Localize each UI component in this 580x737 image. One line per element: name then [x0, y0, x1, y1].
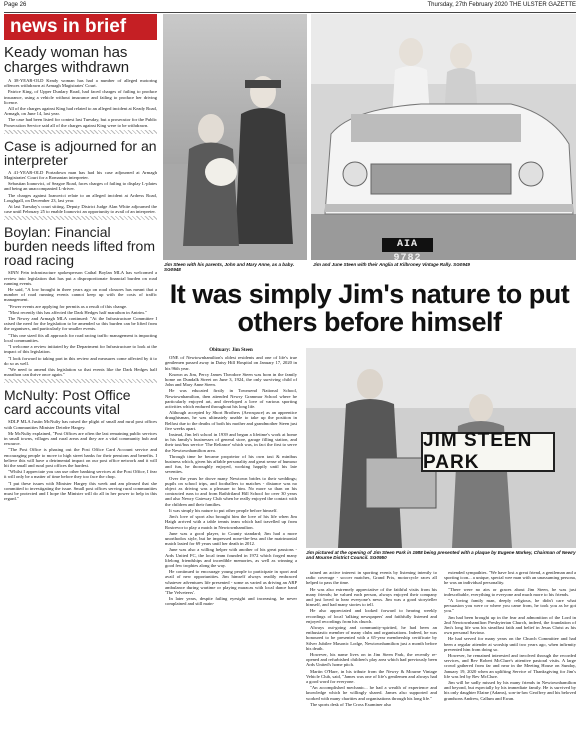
obituary-paragraph: Over the years he drove many Newtown brides to their weddings; pupils on school trips, and footballers to matches - distance was no object as driving was a pleasure to him. No more so than on his contracted runs to and from Rathfriland Hill School for over 30 years and also Newry Gateway Club when he really enjoyed the contact with the children and their families.	[165, 475, 297, 507]
obituary-paragraph: However, he remained interested and involved through the recorded services, and Rev Robert McClure's attentive pastoral visits. A large crowd gathered from far and near in the Meeting House on Sunday, January 19, 2020 when an uplifting Service of Thanksgiving for Jim's life was led by Rev McClure.	[444, 653, 576, 679]
news-in-brief-banner: news in brief	[4, 14, 157, 40]
brief-divider	[4, 216, 157, 220]
obituary-byline: Obituary: Jim Steen	[209, 348, 253, 353]
obituary-paragraph: June was also a willing helper with another of his great passions - Ards United FC, the local team founded in 1972 which forged many lifelong friendships and incredible memories, as well as winning a good few trophies along the way.	[165, 547, 297, 568]
obituary-column-1	[165, 348, 297, 608]
obituary-feature	[163, 14, 576, 733]
brief-headline: Boylan: Financial burden needs lifted from road racing	[4, 224, 155, 269]
obituary-paragraph: Martin O'Hare, in his tribute from the Newry & Mourne Vintage Vehicle Club, said, "James was one of life's gentlemen and always had a good word for everyone.	[306, 668, 437, 685]
headline: It was simply Jim's nature to put others before himself	[169, 279, 570, 337]
brief-paragraph: "I put these issues with Minister Hargey this week and am pleased that she committed to investigating the issue. Small post offices serving rural communities must be protected and I hope the Minister will do all in her power to help in this regard."	[4, 480, 157, 502]
brief-paragraph: SINN Fein infrastructure spokesperson Cathal Boylan MLA has welcomed a review into legislation that has put a disproportionate financial burden on road running events.	[4, 270, 157, 286]
brief-paragraph: SDLP MLA Justin McNulty has raised the plight of small and rural post offices with Communities Minister Deirdre Hargey.	[4, 419, 157, 430]
obituary-paragraph: He was educated firstly in Townsend National School, Newtownhamilton, then attended Newry Grammar School where he particularly enjoyed art, and developed a love of various sporting activities which endured throughout his long life.	[165, 388, 297, 410]
brief-body	[4, 270, 157, 377]
obituary-paragraph: It was simply his nature to put other people before himself.	[169, 507, 278, 513]
page-header	[4, 2, 576, 13]
page-number: Page 26	[4, 2, 27, 8]
brief-paragraph: "Whilst I appreciate you can use other banking services at the Post Office, I fear it will only be a matter of time before they too face the chop.	[4, 469, 157, 480]
brief-paragraph: Mr McNulty explained, "Post Offices are often the last remaining public services in small towns, villages and rural areas and they are a vital community hub and resource.	[4, 430, 157, 447]
news-in-brief-column	[4, 14, 157, 733]
car-photo	[311, 14, 576, 260]
obituary-column-3	[444, 570, 576, 702]
brief-headline: Keady woman has charges withdrawn	[4, 44, 130, 76]
obituary-paragraph: extended sympathies. "We have lost a great friend, a gentleman and a sporting icon... a unique, special wee man with an unassuming persona, he was an individual personality.	[444, 570, 576, 586]
family-photo-image	[163, 14, 307, 260]
obituary-paragraph: He also appreciated and looked forward to hearing weekly recordings of local 'talking newspapers' and faithfully listened and enjoyed recordings from his church.	[306, 608, 437, 624]
obituary-paragraph: "There were no airs or graces about Jim Steen, he was just indescribable, everything to everyone and much more to his friends.	[444, 586, 576, 597]
brief-paragraph: At last Tuesday's court sitting, Deputy District Judge Alan White adjourned the case until February 25 to enable Ioanovici an opportunity to avail of an interpreter.	[4, 204, 157, 215]
brief-body	[4, 419, 157, 501]
obituary-paragraph: Jim's love of sport also brought him the love of his life when Jim Haigh arrived with a table tennis team which had travelled up from Rostrevor to play a match in Newtownhamilton.	[165, 514, 297, 530]
obituary-paragraph: In later years, despite failing eyesight and increasing, he never complained and still main-	[165, 596, 297, 607]
brief-headline: Case is adjourned for an interpreter	[4, 137, 157, 168]
brief-paragraph: "We need to amend this legislation so that events like the Dark Hedges half marathon can thrive once again."	[4, 366, 157, 378]
brief-paragraph: "I welcome a review initiated by the Department for Infrastructure to look at the impact of this legislation.	[4, 344, 157, 355]
obituary-paragraph: Jim will be sadly missed by his many friends in Newtownhamilton and beyond, but especially by his immediate family. He is survived by his only daughter Elaine (Adams), son-in-law Geoffrey and his beloved grandsons Andrew, Callum and Ewan.	[444, 680, 576, 701]
obituary-paragraph: He was also extremely appreciative of the faithful visits from his many friends; he valued each person, always enjoyed their company and just loved to hear everyone's news. Jim was a good storyteller himself, and had many stories to tell.	[306, 586, 437, 608]
brief-paragraph: He said, "A low brought in three years ago on road closures has meant that a number of road running events cannot keep up with the costs of traffic management.	[4, 287, 157, 303]
brief-paragraph: "This one sized fits all approach for road racing traffic management is impacting local communities.	[4, 332, 157, 343]
brief-paragraph: Patrice King, of Upper Dunlary Road, had faced charges of failing to produce insurance, using a vehicle without insurance and failing to produce her driving licence.	[4, 89, 157, 105]
obituary-paragraph: ONE of Newtownhamilton's oldest residents and one of life's true gentlemen passed away in Daisy Hill Hospital on January 17, 2020 in his 96th year.	[165, 355, 297, 371]
brief-paragraph: All of the charges against King had related to an alleged incident at Keady Road, Armagh, on June 14, last year.	[4, 106, 157, 117]
brief-paragraph: "Most recently this has affected the Dark Hedges half marathon in Antrim."	[8, 309, 147, 315]
obituary-column-2	[306, 570, 437, 708]
park-photo-caption: Jim pictured at the opening of Jim Steen Park in 1988 being presented with a plaque by Eugene Markey, Chairman of Newry and Mourne District Council. SG0950	[306, 550, 576, 561]
number-plate: AIA 9782	[382, 238, 433, 252]
obituary-paragraph: Always out-going and community-spirited, he had been an enthusiastic member of many clubs and organisations. Indeed, he was honoured to be presented with a 65-year membership certificate by Silver Jubilee Masonic Lodge, Newtownhamilton just a month before his death.	[306, 625, 437, 651]
brief-divider	[4, 379, 157, 383]
car-photo-caption: Jim and June Steen with their Anglia at Kilbroney Vintage Rally. SG0949	[313, 262, 470, 267]
obituary-paragraph: June was a good player, to County standard; Jim had a more unorthodox style, but he impressed none-the-less and the matrimonial match lasted for 69 years until her death in 2012.	[165, 530, 297, 547]
jim-steen-park-sign: JIM STEEN PARK	[421, 432, 555, 472]
obituary-paragraph: Although accepted by Short Brothers (Aerospace) as an apprentice draughtsman, he was ultimately unable to take up the position in Belfast due to the deaths of both his mother and grandmother Steen just five weeks apart.	[165, 410, 297, 431]
brief-paragraph: Sebastian Ioanovici, of Seagoe Road, faces charges of failing to display L-plates and being an unaccompanied L-driver.	[4, 181, 157, 192]
brief-body	[4, 170, 157, 215]
brief-paragraph: "I look forward to taking part in this review and measures come affected by it to do so as well.	[4, 355, 157, 366]
obituary-paragraph: Known as Jim, Percy James Theodore Steen was born in the family home on Dundalk Street on June 3, 1924, the only surviving child of John and Mary Anne Steen.	[165, 371, 297, 388]
obituary-paragraph: "An accomplished mechanic... he had a wealth of experience and knowledge which he willingly shared. James also supported and worked with many charities and organisations through his long life."	[306, 685, 437, 701]
obituary-paragraph: Jim had been brought up in the fear and admonition of the Lord in 2nd Newtownhamilton Presbyterian Church, indeed, the foundation of Jim's long life was his steadfast faith and belief in Jesus Christ as his own personal Saviour.	[444, 614, 576, 636]
obituary-paragraph: However, his name lives on in Jim Steen Park, the recently re-opened and refurbished children's play area which had previously been Ards United's home pitch.	[306, 652, 437, 668]
obituary-paragraph: Through time he became proprietor of his own taxi & minibus business which, given his affable personality and great sense of humour and fun, he thoroughly enjoyed, working happily until his late seventies.	[165, 453, 297, 475]
family-photo-caption: Jim Steen with his parents, John and Mary Anne, as a baby. SG0948	[164, 262, 295, 273]
family-photo	[163, 14, 307, 260]
brief-divider	[4, 130, 157, 134]
car-photo-image	[311, 14, 576, 260]
obituary-paragraph: He had served for many years on the Church Committee and had been a regular attender at worship until two years ago, when infirmity prevented him from doing so.	[444, 636, 576, 652]
brief-paragraph: A 41-YEAR-OLD Portadown man has had his case adjourned at Armagh Magistrates' Court for a Romanian interpreter.	[4, 169, 157, 181]
brief-paragraph: The charges against Ioanovici relate to an alleged incident at Ardress Road, Loughgall, on December 23, last year.	[4, 192, 157, 203]
brief-list	[4, 45, 157, 501]
obituary-paragraph: Instead, Jim left school in 1939 and began a lifetime's work at home in his family's businesses of general store, garage filling station, and their taxi/bus service 'The Reliance' which was, in fact the first to serve the Newtownhamilton area.	[165, 432, 297, 453]
brief-headline: McNulty: Post Office card accounts vital	[4, 387, 131, 418]
brief-paragraph: The Newry and Armagh MLA continued: "At the Infrastructure Committee I raised the need for the legislation to be amended so this burden can be lifted from the organisers, and particularly for smaller events.	[4, 316, 157, 332]
brief-body	[4, 78, 157, 128]
brief-paragraph: A 38-YEAR-OLD Keady woman has had a number of alleged motoring offences withdrawn at Armagh Magistrates' Court.	[4, 78, 157, 89]
brief-paragraph: "Fewer events are applying for permits as a result of this change.	[8, 303, 128, 309]
obituary-paragraph: tained an active interest in sporting events by listening intently to radio coverage - soccer matches, Grand Prix, motorcycle races all helped to pass the time.	[306, 570, 437, 586]
brief-paragraph: The case had been listed for contest last Tuesday, but a prosecutor for the Public Prosecution Service said all of the charges against King were to be withdrawn.	[4, 117, 157, 128]
obituary-paragraph: "A loving family man, deeply religious, he didn't care what persuasion you were or where you came from, he took you as he got you."	[444, 598, 576, 614]
brief-paragraph: "The Post Office is phasing out the Post Office Card Account service and encouraging people to move to high street banks for their pensions and benefits. I believe this will have a detrimental impact on our post office network and it will hit the small and rural post offices the hardest.	[4, 447, 157, 468]
obituary-paragraph: The sports desk of The Cross Examiner also	[310, 701, 392, 707]
page-dateline: Thursday, 27th February 2020 THE ULSTER GAZETTE	[427, 2, 576, 8]
obituary-paragraph: He continued to encourage young people to participate in sport and avail of new opportunities. Jim himself always readily embraced whatever adventures life presented - some as varied as driving an ARP ambulance during wartime or playing maracas with local dance band 'The Velveteers'.	[165, 569, 297, 595]
